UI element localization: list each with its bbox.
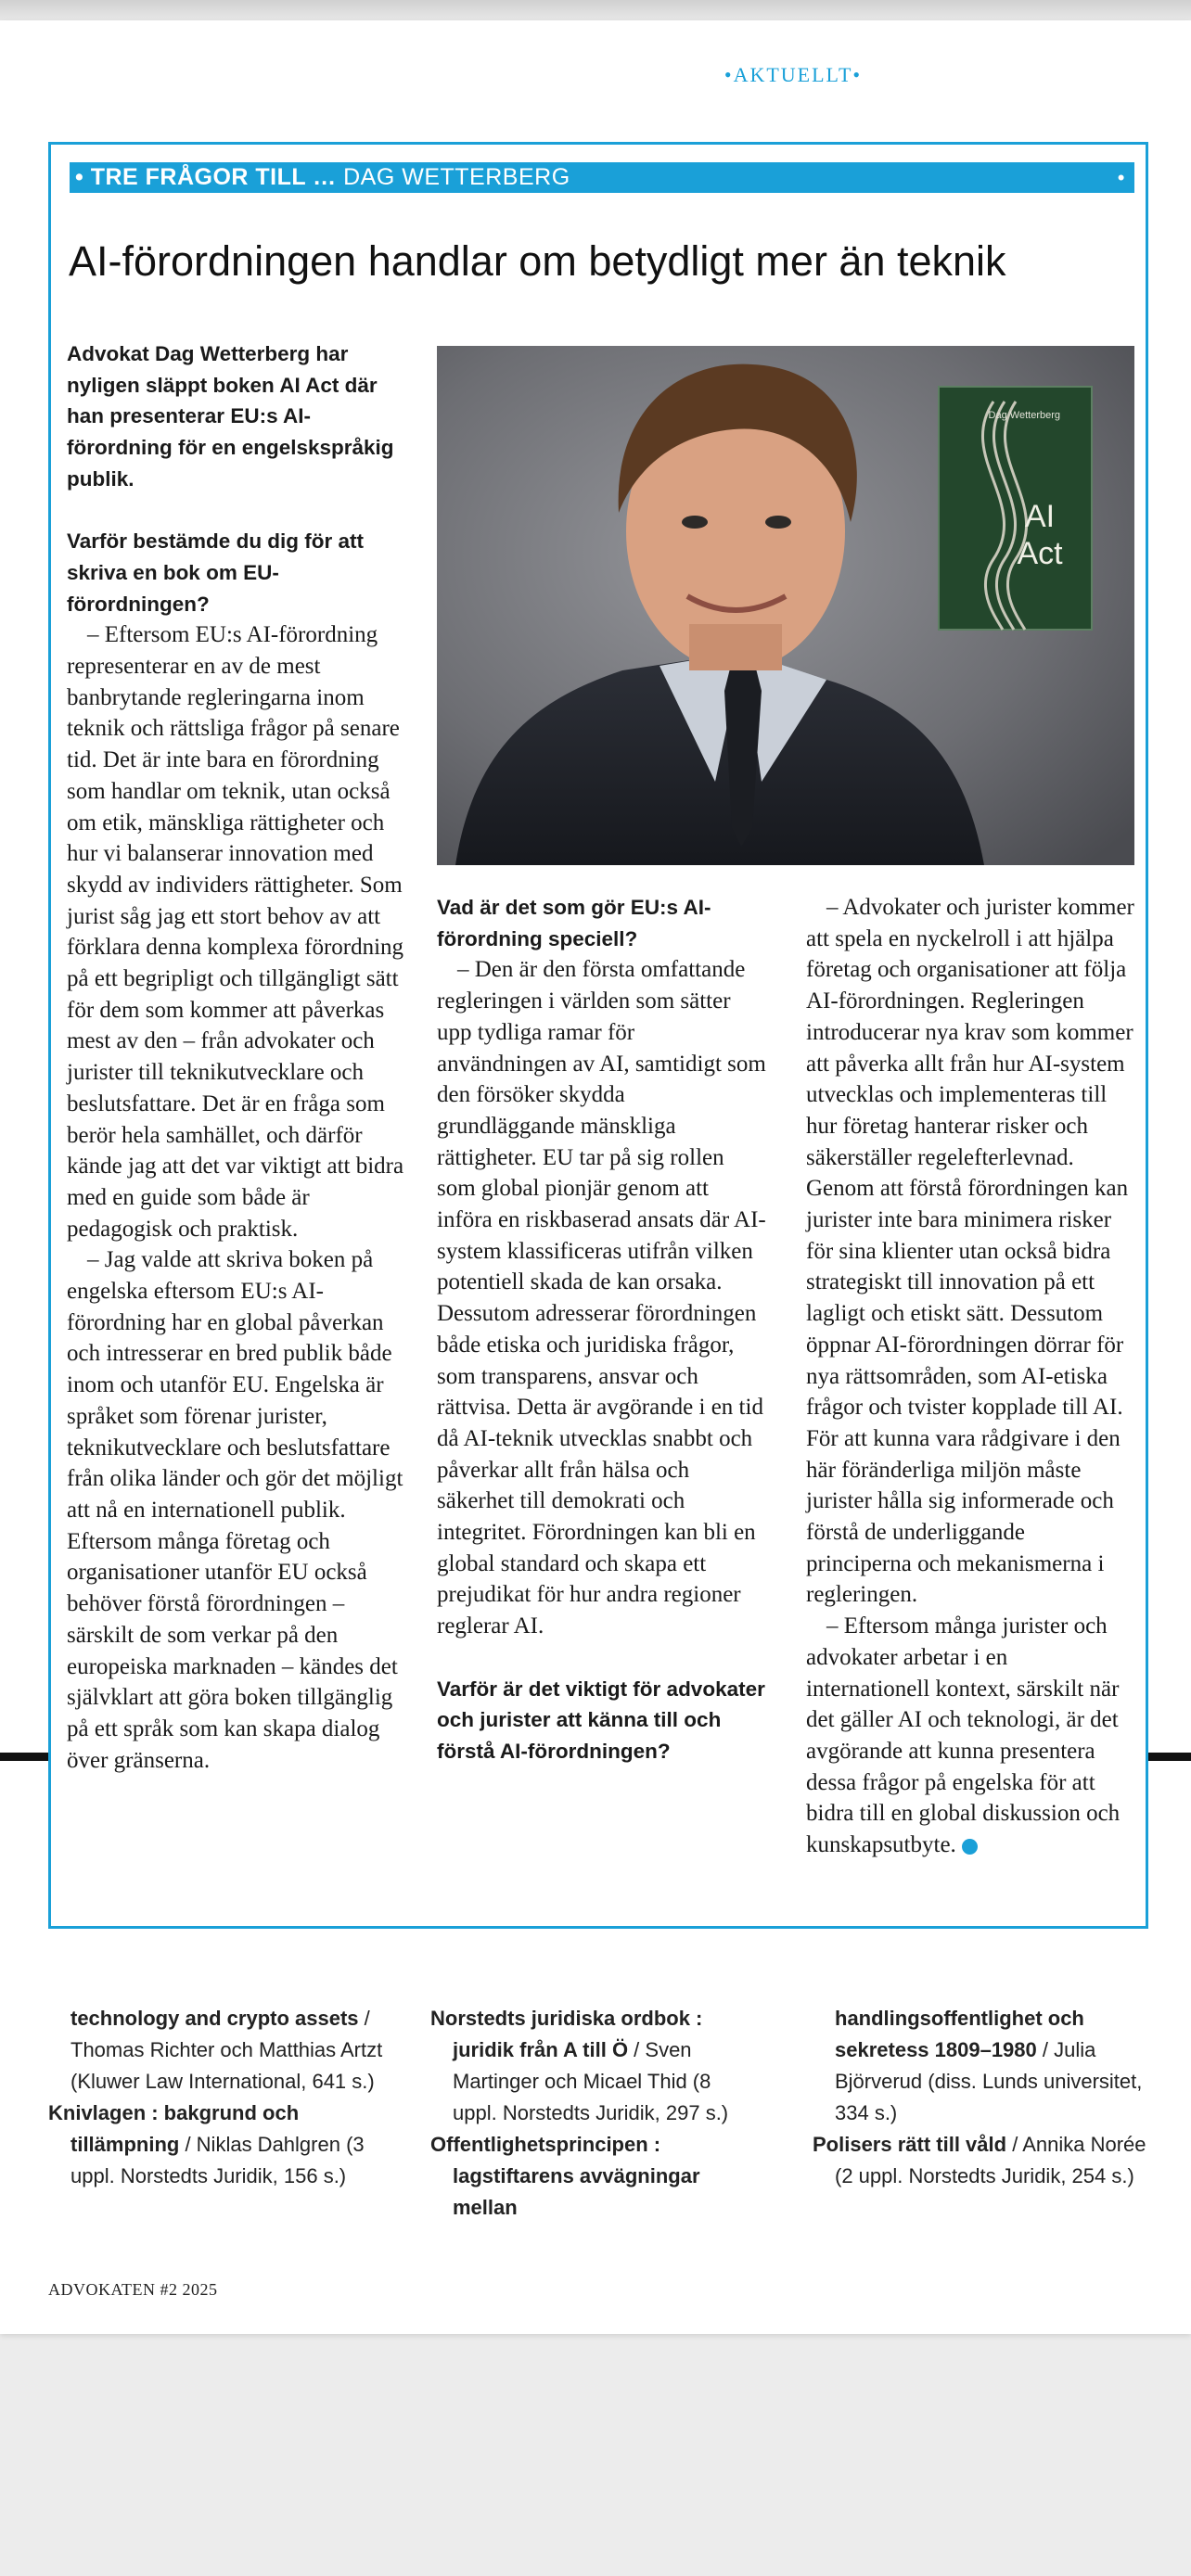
end-dot-icon bbox=[962, 1839, 978, 1855]
question-2: Vad är det som gör EU:s AI-förordning speciell? bbox=[437, 896, 711, 950]
kicker-lead: • TRE FRÅGOR TILL … bbox=[75, 164, 337, 190]
literature-entry: Norstedts juridiska ordbok : juridik från A till Ö / Sven Martinger och Micael Thid (8 uppl. Norstedts Juridik, 297 s.) bbox=[430, 2007, 729, 2124]
top-shadow-bar bbox=[0, 0, 1191, 20]
book-title-line1: AI bbox=[1024, 499, 1056, 534]
column-1 bbox=[67, 338, 412, 1776]
column-3 bbox=[806, 892, 1135, 1861]
portrait-illustration bbox=[437, 346, 1134, 865]
question-3: Varför är det viktigt för advokater och jurister att känna till och förstå AI-förordningen? bbox=[437, 1677, 765, 1763]
kicker-bar bbox=[70, 162, 1134, 193]
literature-entry: Polisers rätt till våld / Annika Norée (2 uppl. Norstedts Juridik, 254 s.) bbox=[813, 2133, 1146, 2187]
literature-entry: technology and crypto assets / Thomas Richter och Matthias Artzt (Kluwer Law International, 641 s.) bbox=[70, 2007, 383, 2093]
kicker-name: DAG WETTERBERG bbox=[343, 164, 570, 190]
portrait-photo bbox=[437, 346, 1134, 865]
column-2 bbox=[437, 892, 766, 1767]
literature-entry: Knivlagen : bakgrund och tillämpning / Niklas Dahlgren (3 uppl. Norstedts Juridik, 156 s.) bbox=[48, 2101, 365, 2187]
answer-3-paragraph-1: – Advokater och jurister kommer att spela en nyckelroll i att hjälpa företag och organisationer att följa AI-förordningen. Regleringen introducerar nya krav som kommer att påverka allt från hur AI-system utvecklas och implementeras till hur företag hanterar risker och säkerställer regelefterlevnad. Genom att förstå förordningen kan jurister inte bara minimera risker för sina klienter utan också bidra strategiskt till innovation på ett lagligt och etiskt sätt. Dessutom öppnar AI-förordningen dörrar för nya rättsområden, som AI-etiska frågor och tvister kopplade till AI. För att kunna vara rådgivare i den här föränderliga miljön måste jurister hålla sig informerade och förstå de underliggande principerna och mekanismerna i regleringen. bbox=[806, 895, 1134, 1608]
magazine-page bbox=[0, 20, 1191, 2334]
book-title-line2: Act bbox=[1017, 536, 1063, 571]
literature-column-1 bbox=[48, 2003, 401, 2192]
book-author: Dag Wetterberg bbox=[988, 410, 1060, 421]
answer-1-paragraph-2: – Jag valde att skriva boken på engelska eftersom EU:s AI-förordning har en global påverkan och intresserar en bred publik både inom och utanför EU. Engelska är språket som förenar jurister, teknikutvecklare och beslutsfattare från olika länder och gör det möjligt att nå en internationell publik. Eftersom många företag och organisationer utanför EU också behöver förstå förordningen – särskilt de som verkar på den europeiska marknaden – kändes det självklart att göra boken tillgänglig på ett språk som kan skapa dialog över gränserna. bbox=[67, 1247, 403, 1773]
literature-column-3 bbox=[813, 2003, 1156, 2192]
literature-entry: handlingsoffentlighet och sekretess 1809–1980 / Julia Björverud (diss. Lunds universitet, 334 s.) bbox=[835, 2007, 1143, 2124]
answer-3-paragraph-2: – Eftersom många jurister och advokater arbetar i en internationell kontext, särskilt när det gäller AI och teknologi, är det avgörande att kunna presentera dessa frågor på engelska för att bidra till en global diskussion och kunskapsutbyte. bbox=[806, 1613, 1121, 1858]
intro-text: Advokat Dag Wetterberg har nyligen släppt boken AI Act där han presenterar EU:s AI-förordning för en engelskspråkig publik. bbox=[67, 342, 394, 491]
section-label: •AKTUELLT• bbox=[724, 63, 863, 86]
page-footer: ADVOKATEN #2 2025 bbox=[48, 2280, 218, 2299]
page-rule-left bbox=[0, 1753, 51, 1761]
page-rule-right bbox=[1148, 1753, 1191, 1761]
literature-column-2 bbox=[430, 2003, 755, 2224]
book-cover bbox=[939, 387, 1092, 630]
answer-1-paragraph-1: – Eftersom EU:s AI-förordning representerar en av de mest banbrytande regleringarna inom teknik och rättsliga frågor på senare tid. Det är inte bara en förordning som handlar om teknik, utan också om etik, mänskliga rättigheter och hur vi balanserar innovation med skydd av individers rättigheter. Som jurist såg jag ett stort behov av att förklara denna komplexa förordning på ett begripligt och tillgängligt sätt för dem som kommer att påverkas mest av den – från advokater och jurister till teknikutvecklare och beslutsfattare. Det är en fråga som berör hela samhället, och därför kände jag att det var viktigt att bidra med en guide som både är pedagogisk och praktisk. bbox=[67, 622, 404, 1242]
literature-entry: Offentlighetsprincipen : lagstiftarens avvägningar mellan bbox=[430, 2133, 700, 2219]
headline: AI-förordningen handlar om betydligt mer än teknik bbox=[69, 237, 1006, 285]
answer-2: – Den är den första omfattande regleringen i världen som sätter upp tydliga ramar för användningen av AI, samtidigt som den försöker skydda grundläggande mänskliga rättigheter. EU tar på sig rollen som global pionjär genom att införa en riskbaserad ansats där AI-system klassificeras utifrån vilken potentiell skada de kan orsaka. Dessutom adresserar förordningen både etiska och juridiska frågor, som transparens, ansvar och rättvisa. Detta är avgörande i en tid då AI-teknik utvecklas snabbt och påverkar allt från hälsa och säkerhet till demokrati och integritet. Förordningen kan bli en global standard och skapa ett prejudikat för hur andra regioner reglerar AI. bbox=[437, 957, 766, 1639]
question-1: Varför bestämde du dig för att skriva en bok om EU-förordningen? bbox=[67, 529, 365, 616]
interview-box bbox=[48, 142, 1148, 1929]
kicker-end-dot: • bbox=[1117, 166, 1125, 189]
